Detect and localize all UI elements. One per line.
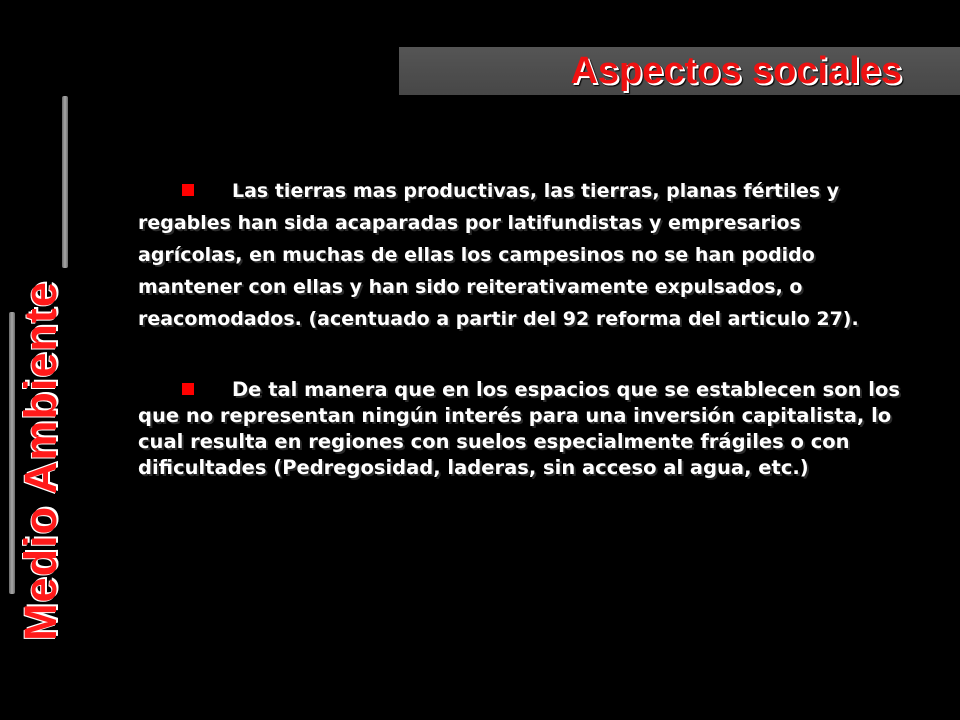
bullet-paragraph xyxy=(138,377,908,481)
bullet-paragraph xyxy=(138,175,908,335)
bullet-text: De tal manera que en los espacios que se establecen son los que no representan ningún interés para una inversión capitalista, lo cual resulta en regiones con suelos especialmente frágiles o con dificultades (Pedregosidad, laderas, sin acceso al agua, etc.) xyxy=(138,378,900,479)
slide-content xyxy=(138,175,908,481)
side-label: Medio Ambiente xyxy=(15,281,66,641)
square-bullet-icon xyxy=(182,184,194,196)
bullet-text: Las tierras mas productivas, las tierras, planas fértiles y regables han sida acaparadas por latifundistas y empresarios agrícolas, en muchas de ellas los campesinos no se han podido mantener con ellas y han sido reiterativamente expulsados, o reacomodados. (acentuado a partir del 92 reforma del articulo 27). xyxy=(138,180,859,330)
slide-title: Aspectos sociales xyxy=(570,50,902,92)
square-bullet-icon xyxy=(182,383,194,395)
title-bar xyxy=(399,47,960,95)
side-divider-top xyxy=(62,96,68,268)
side-label-container xyxy=(12,280,70,642)
